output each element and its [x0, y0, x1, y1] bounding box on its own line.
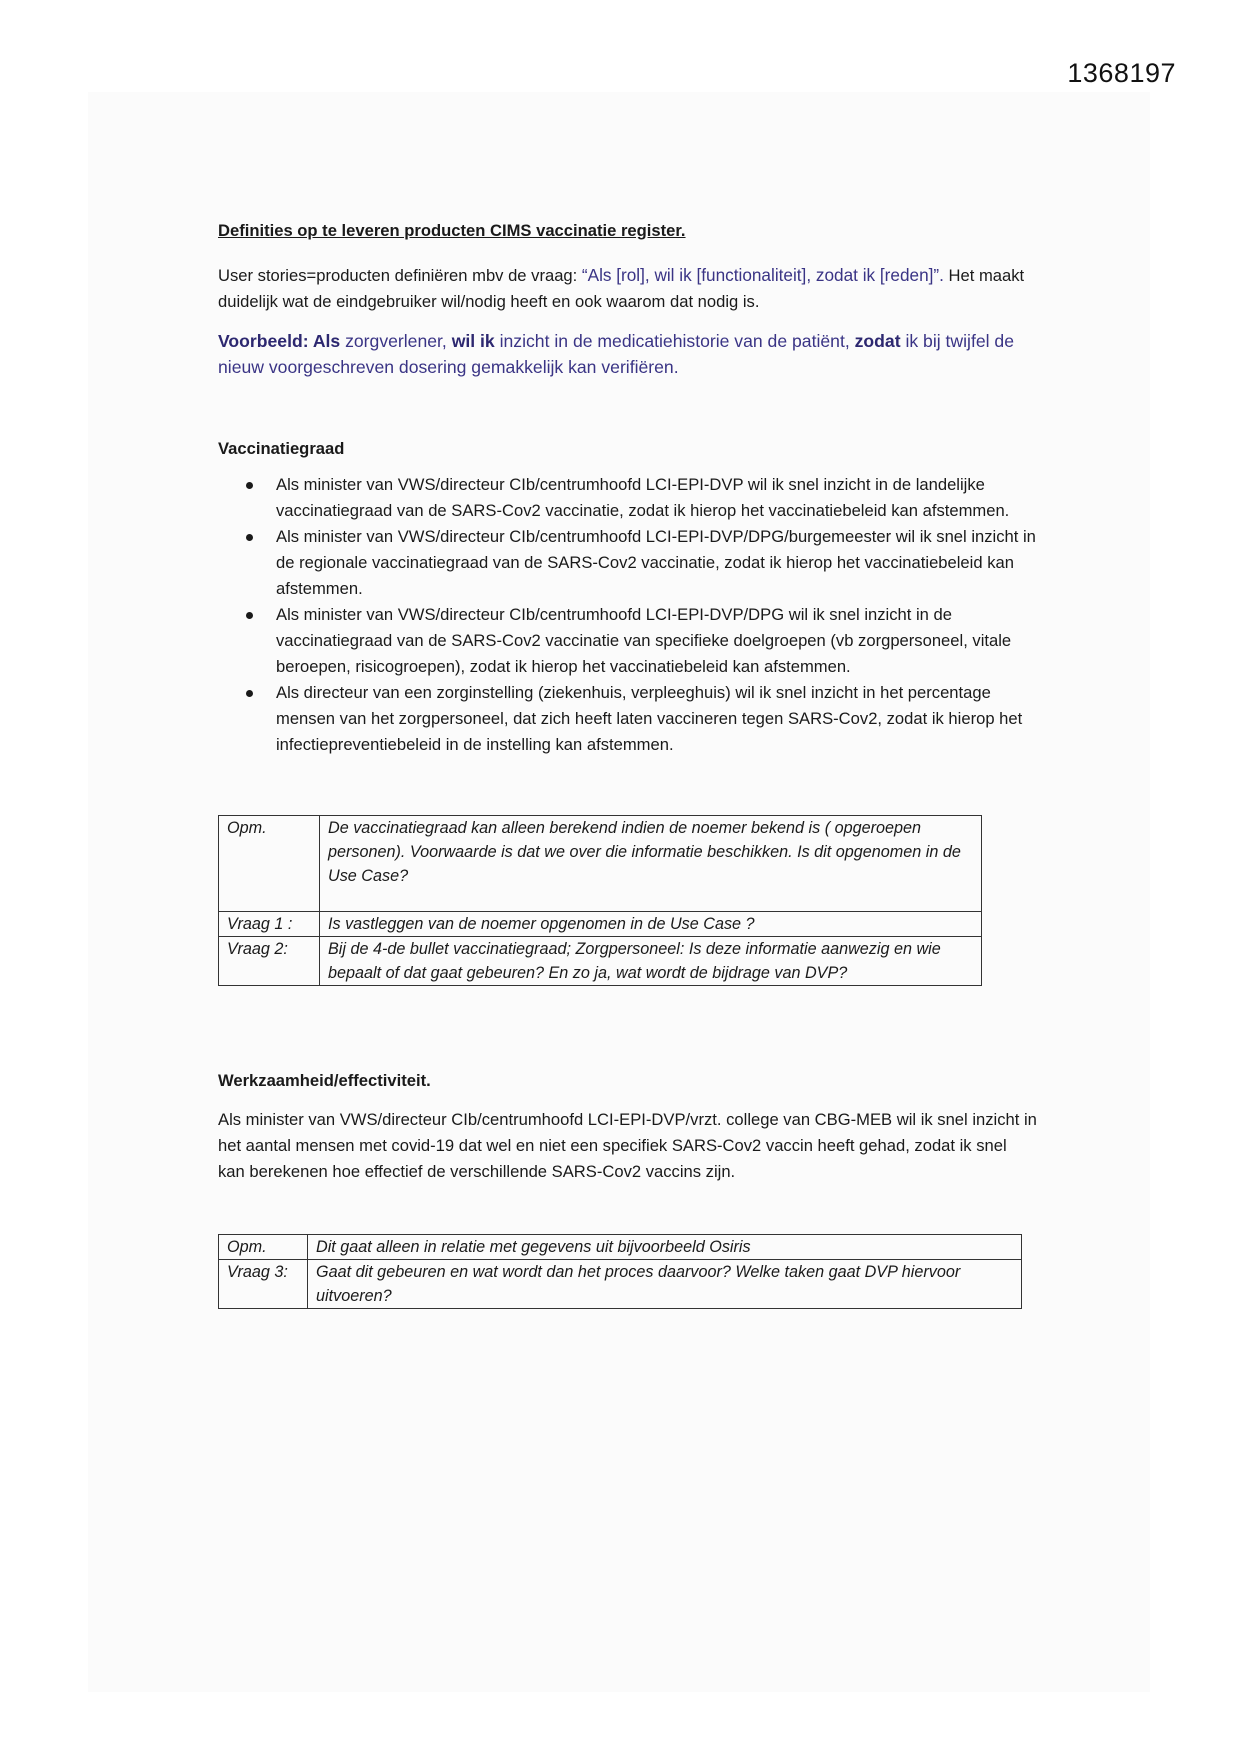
intro-prefix: User stories=producten definiëren mbv de vraag: — [218, 266, 582, 285]
table-cell-label: Opm. — [219, 1235, 308, 1260]
table-cell-label: Vraag 1 : — [219, 912, 320, 937]
example-label: Voorbeeld: Als — [218, 331, 341, 351]
table-row — [219, 1235, 1022, 1260]
document-number: 1368197 — [1067, 58, 1176, 88]
example-bold-wil-ik: wil ik — [451, 331, 495, 351]
intro-suffix: Het maakt duidelijk wat de eindgebruiker wil/nodig heeft en ook waarom dat nodig is. — [218, 266, 1025, 311]
notes-table-vaccinatiegraad — [218, 815, 982, 986]
table-cell-label: Opm. — [219, 816, 320, 912]
list-item: Als directeur van een zorginstelling (ziekenhuis, verpleeghuis) wil ik snel inzicht in het percentage mensen van het zorgpersoneel, dat zich heeft laten vaccineren tegen SARS-Cov2, zodat ik hierop het infectiepreventiebeleid in de instelling kan afstemmen. — [276, 680, 1038, 758]
table-row — [219, 912, 982, 937]
notes-table-werkzaamheid — [218, 1234, 1022, 1309]
table-cell-text: Gaat dit gebeuren en wat wordt dan het proces daarvoor? Welke taken gaat DVP hiervoor uitvoeren? — [308, 1260, 1022, 1309]
section-heading-werkzaamheid: Werkzaamheid/effectiviteit. — [218, 1071, 431, 1090]
table-cell-label: Vraag 2: — [219, 937, 320, 986]
werkzaamheid-paragraph: Als minister van VWS/directeur CIb/centrumhoofd LCI-EPI-DVP/vrzt. college van CBG-MEB wil ik snel inzicht in het aantal mensen met covid-19 dat wel en niet een specifiek SARS-Cov2 vaccin heeft gehad, zodat ik snel kan berekenen hoe effectief de verschillende SARS-Cov2 vaccins zijn. — [218, 1110, 1037, 1181]
document-title: Definities op te leveren producten CIMS vaccinatie register. — [218, 221, 686, 240]
list-item: Als minister van VWS/directeur CIb/centrumhoofd LCI-EPI-DVP wil ik snel inzicht in de landelijke vaccinatiegraad van de SARS-Cov2 vaccinatie, zodat ik hierop het vaccinatiebeleid kan afstemmen. — [276, 472, 1038, 524]
table-cell-text: Bij de 4-de bullet vaccinatiegraad; Zorgpersoneel: Is deze informatie aanwezig en wie bepaalt of dat gaat gebeuren? En zo ja, wat wordt de bijdrage van DVP? — [320, 937, 982, 986]
document-body — [218, 218, 1038, 1309]
table-cell-text: Dit gaat alleen in relatie met gegevens uit bijvoorbeeld Osiris — [308, 1235, 1022, 1260]
intro-paragraph — [218, 262, 1038, 315]
example-part1: zorgverlener, — [340, 331, 452, 351]
example-part3: ik bij twijfel de nieuw voorgeschreven dosering gemakkelijk kan verifiëren. — [218, 331, 1014, 377]
user-story-list — [218, 472, 1038, 758]
table-row — [219, 816, 982, 912]
table-cell-text: Is vastleggen van de noemer opgenomen in de Use Case ? — [320, 912, 982, 937]
example-bold-zodat: zodat — [854, 331, 901, 351]
list-item: Als minister van VWS/directeur CIb/centrumhoofd LCI-EPI-DVP/DPG wil ik snel inzicht in de vaccinatiegraad van de SARS-Cov2 vaccinatie van specifieke doelgroepen (vb zorgpersoneel, vitale beroepen, risicogroepen), zodat ik hierop het vaccinatiebeleid kan afstemmen. — [276, 602, 1038, 680]
example-paragraph — [218, 328, 1038, 380]
intro-quote: “Als [rol], wil ik [functionaliteit], zodat ik [reden]”. — [581, 265, 944, 285]
list-item: Als minister van VWS/directeur CIb/centrumhoofd LCI-EPI-DVP/DPG/burgemeester wil ik snel inzicht in de regionale vaccinatiegraad van de SARS-Cov2 vaccinatie, zodat ik hierop het vaccinatiebeleid kan afstemmen. — [276, 524, 1038, 602]
section-heading-vaccinatiegraad: Vaccinatiegraad — [218, 439, 345, 458]
table-cell-label: Vraag 3: — [219, 1260, 308, 1309]
example-part2: inzicht in de medicatiehistorie van de patiënt, — [494, 331, 855, 351]
table-row — [219, 937, 982, 986]
table-row — [219, 1260, 1022, 1309]
table-cell-text: De vaccinatiegraad kan alleen berekend indien de noemer bekend is ( opgeroepen personen). Voorwaarde is dat we over die informatie beschikken. Is dit opgenomen in de Use Case? — [320, 816, 982, 912]
